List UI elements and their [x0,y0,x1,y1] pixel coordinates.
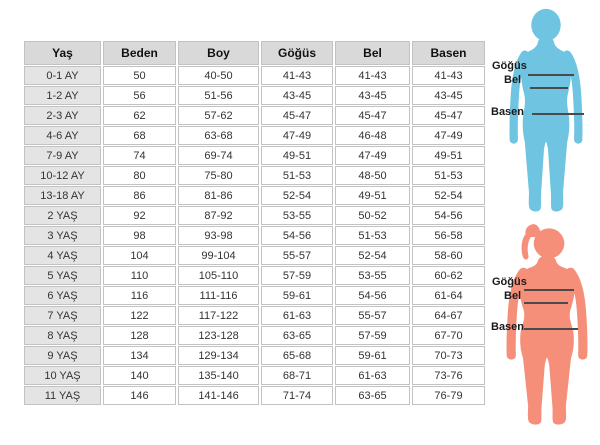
value-cell: 87-92 [178,206,259,225]
row-header-cell: 4-6 AY [24,126,101,145]
value-cell: 74 [103,146,176,165]
value-cell: 41-43 [412,66,485,85]
value-cell: 45-47 [261,106,333,125]
row-header-cell: 2-3 AY [24,106,101,125]
value-cell: 52-54 [335,246,410,265]
value-cell: 47-49 [412,126,485,145]
boy-hip-label: Basen [491,106,525,118]
value-cell: 68-71 [261,366,333,385]
value-cell: 67-70 [412,326,485,345]
table-body [24,66,485,405]
row-header-cell: 8 YAŞ [24,326,101,345]
girl-ponytail [522,232,533,260]
value-cell: 63-68 [178,126,259,145]
value-cell: 51-53 [261,166,333,185]
value-cell: 43-45 [335,86,410,105]
value-cell: 92 [103,206,176,225]
value-cell: 99-104 [178,246,259,265]
value-cell: 47-49 [335,146,410,165]
value-cell: 71-74 [261,386,333,405]
boy-chest-measure-line [528,74,574,76]
value-cell: 47-49 [261,126,333,145]
value-cell: 40-50 [178,66,259,85]
value-cell: 69-74 [178,146,259,165]
row-header-cell: 1-2 AY [24,86,101,105]
row-header-cell: 10-12 AY [24,166,101,185]
table-row [24,246,485,265]
value-cell: 64-67 [412,306,485,325]
boy-body [521,37,572,212]
value-cell: 49-51 [261,146,333,165]
table-row [24,206,485,225]
table-row [24,346,485,365]
value-cell: 134 [103,346,176,365]
value-cell: 61-64 [412,286,485,305]
girl-waist-label: Bel [504,290,522,302]
value-cell: 111-116 [178,286,259,305]
value-cell: 117-122 [178,306,259,325]
value-cell: 54-56 [335,286,410,305]
value-cell: 63-65 [335,386,410,405]
column-header: Yaş [24,41,101,65]
value-cell: 49-51 [412,146,485,165]
value-cell: 55-57 [261,246,333,265]
value-cell: 61-63 [261,306,333,325]
table-row [24,66,485,85]
value-cell: 45-47 [335,106,410,125]
table-header [24,41,485,65]
value-cell: 58-60 [412,246,485,265]
size-table [22,40,487,406]
value-cell: 80 [103,166,176,185]
table-row [24,226,485,245]
value-cell: 105-110 [178,266,259,285]
value-cell: 51-53 [412,166,485,185]
value-cell: 51-53 [335,226,410,245]
value-cell: 104 [103,246,176,265]
table-header-row [24,41,485,65]
value-cell: 46-48 [335,126,410,145]
table-row [24,186,485,205]
value-cell: 86 [103,186,176,205]
value-cell: 75-80 [178,166,259,185]
row-header-cell: 13-18 AY [24,186,101,205]
value-cell: 123-128 [178,326,259,345]
value-cell: 63-65 [261,326,333,345]
row-header-cell: 5 YAŞ [24,266,101,285]
table-row [24,286,485,305]
value-cell: 49-51 [335,186,410,205]
value-cell: 122 [103,306,176,325]
value-cell: 45-47 [412,106,485,125]
row-header-cell: 4 YAŞ [24,246,101,265]
value-cell: 129-134 [178,346,259,365]
column-header: Beden [103,41,176,65]
value-cell: 65-68 [261,346,333,365]
value-cell: 61-63 [335,366,410,385]
value-cell: 50-52 [335,206,410,225]
value-cell: 56 [103,86,176,105]
table-row [24,146,485,165]
boy-hip-measure-line [532,113,584,115]
girl-head [534,228,565,258]
value-cell: 56-58 [412,226,485,245]
value-cell: 55-57 [335,306,410,325]
value-cell: 54-56 [412,206,485,225]
value-cell: 59-61 [335,346,410,365]
boy-waist-label: Bel [504,74,522,86]
row-header-cell: 3 YAŞ [24,226,101,245]
value-cell: 41-43 [261,66,333,85]
value-cell: 73-76 [412,366,485,385]
column-header: Göğüs [261,41,333,65]
table-row [24,86,485,105]
girl-body [519,256,575,425]
value-cell: 60-62 [412,266,485,285]
row-header-cell: 2 YAŞ [24,206,101,225]
value-cell: 57-62 [178,106,259,125]
value-cell: 70-73 [412,346,485,365]
value-cell: 57-59 [335,326,410,345]
table-row [24,266,485,285]
value-cell: 53-55 [335,266,410,285]
row-header-cell: 10 YAŞ [24,366,101,385]
table-row [24,366,485,385]
girl-chest-measure-line [524,289,574,291]
value-cell: 116 [103,286,176,305]
value-cell: 76-79 [412,386,485,405]
value-cell: 51-56 [178,86,259,105]
row-header-cell: 11 YAŞ [24,386,101,405]
value-cell: 57-59 [261,266,333,285]
table-row [24,166,485,185]
column-header: Bel [335,41,410,65]
value-cell: 50 [103,66,176,85]
value-cell: 52-54 [261,186,333,205]
table-row [24,106,485,125]
row-header-cell: 7-9 AY [24,146,101,165]
value-cell: 68 [103,126,176,145]
value-cell: 141-146 [178,386,259,405]
value-cell: 62 [103,106,176,125]
boy-head [531,9,560,41]
table-row [24,386,485,405]
column-header: Boy [178,41,259,65]
girl-waist-measure-line [524,302,568,304]
value-cell: 146 [103,386,176,405]
row-header-cell: 7 YAŞ [24,306,101,325]
value-cell: 54-56 [261,226,333,245]
table-row [24,306,485,325]
value-cell: 128 [103,326,176,345]
value-cell: 93-98 [178,226,259,245]
value-cell: 140 [103,366,176,385]
value-cell: 81-86 [178,186,259,205]
value-cell: 52-54 [412,186,485,205]
value-cell: 110 [103,266,176,285]
row-header-cell: 6 YAŞ [24,286,101,305]
row-header-cell: 0-1 AY [24,66,101,85]
girl-hip-label: Basen [491,321,525,333]
boy-waist-measure-line [530,87,568,89]
value-cell: 98 [103,226,176,245]
table-row [24,126,485,145]
row-header-cell: 9 YAŞ [24,346,101,365]
value-cell: 48-50 [335,166,410,185]
value-cell: 59-61 [261,286,333,305]
girl-chest-label: Göğüs [492,276,527,288]
value-cell: 43-45 [261,86,333,105]
column-header: Basen [412,41,485,65]
value-cell: 53-55 [261,206,333,225]
value-cell: 41-43 [335,66,410,85]
table-row [24,326,485,345]
boy-chest-label: Göğüs [492,60,527,72]
girl-hip-measure-line [524,328,578,330]
value-cell: 43-45 [412,86,485,105]
value-cell: 135-140 [178,366,259,385]
